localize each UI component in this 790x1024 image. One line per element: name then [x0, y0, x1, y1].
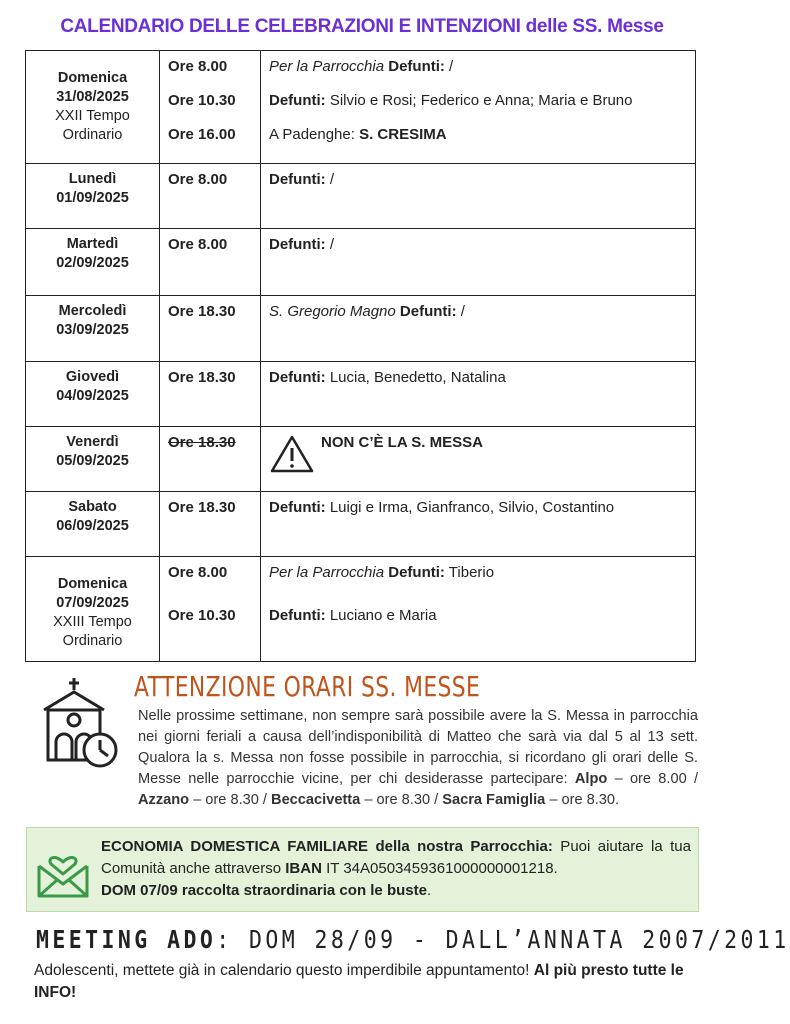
intention-cell	[261, 51, 696, 164]
parish-time: – ore 8.30 /	[189, 792, 272, 808]
intention-names: /	[456, 303, 465, 320]
time-cell	[160, 362, 261, 427]
calendar-row	[26, 362, 696, 427]
mass-time: Ore 18.30	[168, 499, 236, 516]
parish-time: – ore 8.30.	[545, 792, 620, 808]
intention-cell	[261, 229, 696, 296]
time-cell	[160, 557, 261, 662]
celebrations-table	[25, 50, 696, 662]
intention-names: /	[325, 171, 334, 188]
parish-name: Sacra Famiglia	[442, 792, 546, 808]
intention-names: Luigi e Irma, Gianfranco, Silvio, Costantino	[325, 499, 615, 516]
intention-names: /	[444, 58, 454, 75]
economy-text: ECONOMIA DOMESTICA FAMILIARE della nostra Parrocchia: Puoi aiutare la tua Comunità anche attraverso IBAN IT 34A0503459361000000001218. DOM 07/09 raccolta straordinaria con le buste.	[101, 838, 691, 899]
intention-names: Lucia, Benedetto, Natalina	[325, 369, 506, 386]
intention-names: Silvio e Rosi; Federico e Anna; Maria e Bruno	[325, 92, 633, 109]
time-cell	[160, 164, 261, 229]
day-name: Giovedì	[65, 369, 120, 385]
attention-text: Nelle prossime settimane, non sempre sarà possibile avere la S. Messa in parrocchia nei giorni feriali a causa dell’indisponibilità di Matteo che sarà via dal 5 al 13 sett. Qualora la s. Messa non fosse possibile in parrocchia, si ricordano gli orari delle S. Messe nelle parrocchie vicine, per chi desiderasse partecipare: Alpo – ore 8.00 / Azzano – ore 8.30 / Beccacivetta – ore 8.30 / Sacra Famiglia – ore 8.30.	[138, 708, 699, 808]
day-cell	[26, 51, 160, 164]
intention-line	[269, 607, 695, 650]
parish-name: Alpo	[574, 771, 608, 787]
day-cell	[26, 492, 160, 557]
intention-line	[269, 126, 695, 160]
parish-name: Azzano	[138, 792, 190, 808]
mass-time: Ore 8.00	[168, 236, 228, 253]
intention-prefix: A Padenghe:	[269, 126, 360, 143]
mass-time: Ore 8.00	[168, 58, 228, 75]
day-line: XXIII Tempo	[53, 614, 132, 630]
intention-label: Defunti:	[388, 564, 445, 581]
day-cell	[26, 557, 160, 662]
economy-box	[26, 827, 699, 912]
intention-label: Defunti:	[269, 369, 326, 386]
calendar-row	[26, 492, 696, 557]
parish-time: – ore 8.00 /	[607, 771, 699, 787]
intention-line	[269, 369, 695, 403]
attention-title: ATTENZIONE ORARI SS. MESSE	[134, 670, 481, 703]
page-title: CALENDARIO DELLE CELEBRAZIONI E INTENZIONI delle SS. Messe	[60, 16, 664, 37]
day-line: 06/09/2025	[56, 518, 129, 534]
day-line: 03/09/2025	[56, 322, 129, 338]
mass-time: Ore 10.30	[168, 92, 236, 109]
calendar-row	[26, 296, 696, 362]
day-cell	[26, 427, 160, 492]
day-name: Mercoledì	[58, 303, 127, 319]
day-line: 07/09/2025	[56, 595, 129, 611]
day-cell	[26, 362, 160, 427]
intention-line	[269, 434, 695, 468]
calendar-row	[26, 164, 696, 229]
day-line: 02/09/2025	[56, 255, 129, 271]
day-cell	[26, 296, 160, 362]
time-cell	[160, 229, 261, 296]
intention-label: Defunti:	[269, 607, 326, 624]
mass-time: Ore 18.30	[168, 434, 236, 451]
day-line: 31/08/2025	[56, 89, 129, 105]
church-clock-icon	[40, 676, 118, 774]
time-cell	[160, 427, 261, 492]
day-name: Domenica	[57, 576, 128, 592]
intention-label: Defunti:	[399, 303, 457, 320]
day-name: Venerdì	[66, 434, 119, 450]
intention-cell	[261, 164, 696, 229]
mass-time: Ore 18.30	[168, 303, 236, 320]
intention-line	[269, 236, 695, 270]
intention-prefix: Per la Parrocchia	[269, 58, 385, 75]
collection-note: DOM 07/09 raccolta straordinaria con le buste	[101, 882, 427, 899]
intention-cell	[261, 492, 696, 557]
meeting-title: MEETING ADO: DOM 28/09 - DALL’ANNATA 2007/2011	[36, 925, 790, 954]
mass-time: Ore 8.00	[168, 171, 228, 188]
intention-names: /	[325, 236, 334, 253]
day-cell	[26, 164, 160, 229]
intention-cell	[261, 362, 696, 427]
intention-label: Defunti:	[269, 92, 326, 109]
day-name: Martedì	[66, 236, 119, 252]
day-line: 05/09/2025	[56, 453, 129, 469]
intention-cell	[261, 296, 696, 362]
intention-label: Defunti:	[388, 58, 445, 75]
intention-prefix: S. Gregorio Magno	[269, 303, 396, 320]
calendar-row	[26, 51, 696, 164]
intention-line	[269, 303, 695, 337]
intention-cell	[261, 557, 696, 662]
meeting-text: Adolescenti, mettete già in calendario questo imperdibile appuntamento! Al più presto tutte le INFO!	[34, 962, 684, 1001]
intention-label: Defunti:	[269, 499, 326, 516]
intention-names: Tiberio	[444, 564, 495, 581]
calendar-row	[26, 557, 696, 662]
intention-line	[269, 564, 695, 607]
day-line: 04/09/2025	[56, 388, 129, 404]
day-name: Lunedì	[68, 171, 117, 187]
mass-time: Ore 16.00	[168, 126, 236, 143]
time-cell	[160, 51, 261, 164]
day-name: Domenica	[57, 70, 128, 86]
intention-names: Luciano e Maria	[325, 607, 437, 624]
parish-name: Beccacivetta	[271, 792, 361, 808]
mass-time: Ore 10.30	[168, 607, 236, 624]
calendar-row	[26, 229, 696, 296]
warning-icon	[269, 434, 315, 474]
mass-time: Ore 18.30	[168, 369, 236, 386]
intention-label: Defunti:	[269, 236, 326, 253]
intention-prefix: Per la Parrocchia	[269, 564, 385, 581]
intention-line	[269, 58, 695, 92]
day-cell	[26, 229, 160, 296]
intention-line	[269, 171, 695, 205]
parish-time: – ore 8.30 /	[360, 792, 443, 808]
day-line: Ordinario	[62, 633, 123, 649]
intention-cell	[261, 427, 696, 492]
intention-label: S. CRESIMA	[359, 126, 447, 143]
intention-line	[269, 92, 695, 126]
intention-label: NON C’È LA S. MESSA	[321, 434, 483, 451]
day-line: XXII Tempo	[55, 108, 130, 124]
intention-line	[269, 499, 695, 533]
time-cell	[160, 492, 261, 557]
day-name: Sabato	[68, 499, 117, 515]
heart-envelope-icon	[35, 840, 91, 900]
time-cell	[160, 296, 261, 362]
day-line: Ordinario	[62, 127, 123, 143]
day-line: 01/09/2025	[56, 190, 129, 206]
calendar-row	[26, 427, 696, 492]
mass-time: Ore 8.00	[168, 564, 228, 581]
intention-label: Defunti:	[269, 171, 326, 188]
